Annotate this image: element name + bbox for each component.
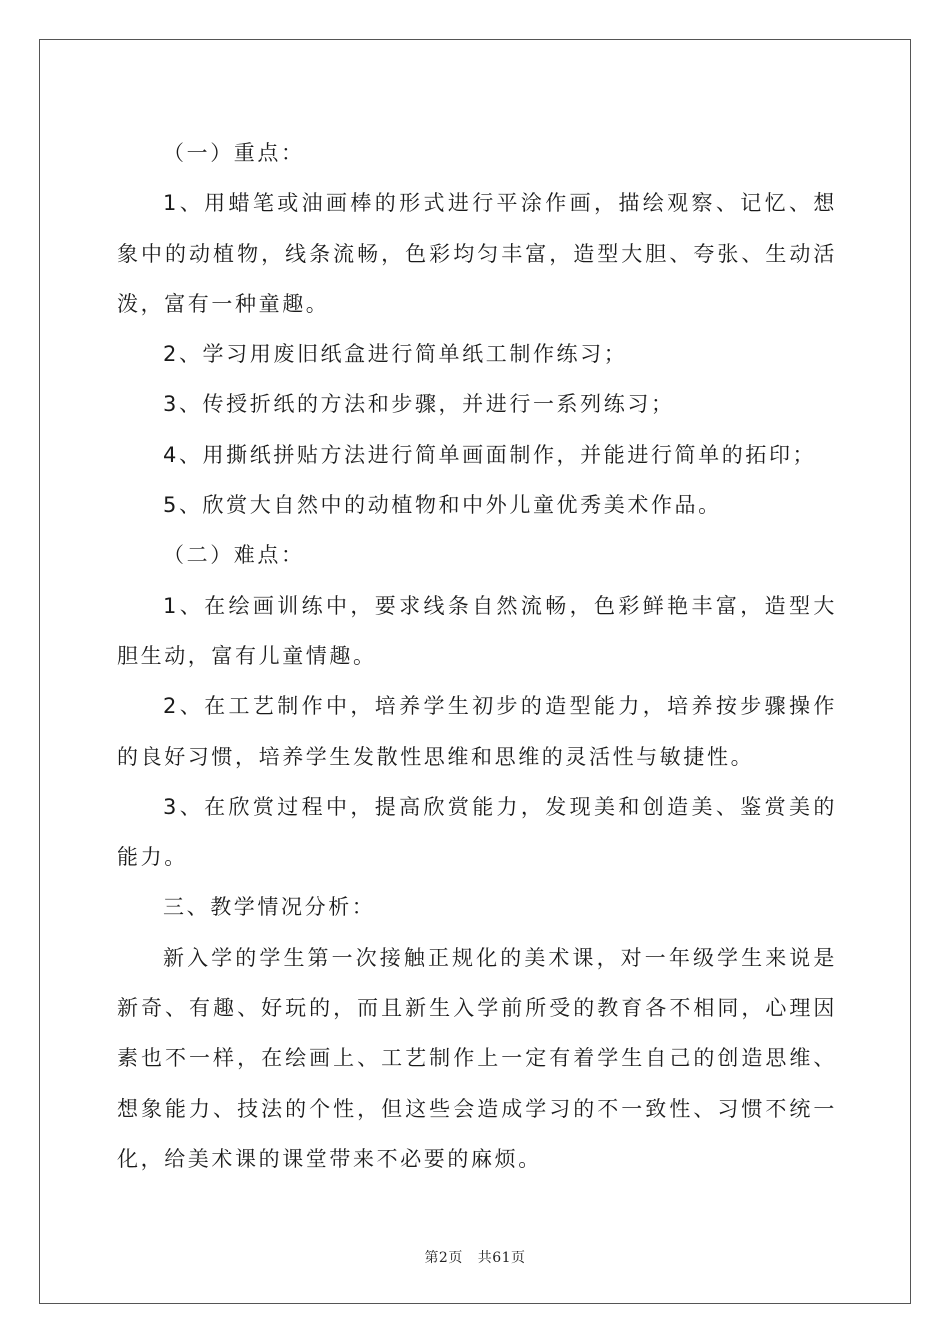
situation-analysis-text: 新入学的学生第一次接触正规化的美术课，对一年级学生来说是新奇、有趣、好玩的，而且新生入学前所受的教育各不相同，心理因素也不一样，在绘画上、工艺制作上一定有着学生自己的创造思维、想象能力、技法的个性，但这些会造成学习的不一致性、习惯不统一化，给美术课的课堂带来不必要的麻烦。 <box>117 945 837 1171</box>
key-point-5: 5、欣赏大自然中的动植物和中外儿童优秀美术作品。 <box>163 493 722 518</box>
difficulty-3: 3、在欣赏过程中，提高欣赏能力，发现美和创造美、鉴赏美的能力。 <box>117 794 837 870</box>
page-footer <box>0 1247 950 1267</box>
difficulty-2: 2、在工艺制作中，培养学生初步的造型能力，培养按步骤操作的良好习惯，培养学生发散性思维和思维的灵活性与敏捷性。 <box>117 694 837 769</box>
difficulty-1: 1、在绘画训练中，要求线条自然流畅，色彩鲜艳丰富，造型大胆生动，富有儿童情趣。 <box>117 593 837 668</box>
key-point-3: 3、传授折纸的方法和步骤，并进行一系列练习； <box>163 392 675 417</box>
key-point-4: 4、用撕纸拼贴方法进行简单画面制作，并能进行简单的拓印； <box>163 442 817 467</box>
heading-situation-analysis: 三、教学情况分析： <box>163 895 376 920</box>
heading-key-points: （一）重点： <box>163 141 305 165</box>
heading-difficulties: （二）难点： <box>163 543 305 568</box>
key-point-2: 2、学习用废旧纸盒进行简单纸工制作练习； <box>163 342 628 367</box>
total-pages: 共61页 <box>477 1250 526 1266</box>
key-point-1: 1、用蜡笔或油画棒的形式进行平涂作画，描绘观察、记忆、想象中的动植物，线条流畅，色彩均匀丰富，造型大胆、夸张、生动活泼，富有一种童趣。 <box>117 191 837 316</box>
page-number: 第2页 <box>424 1250 463 1266</box>
document-body <box>117 128 837 1184</box>
